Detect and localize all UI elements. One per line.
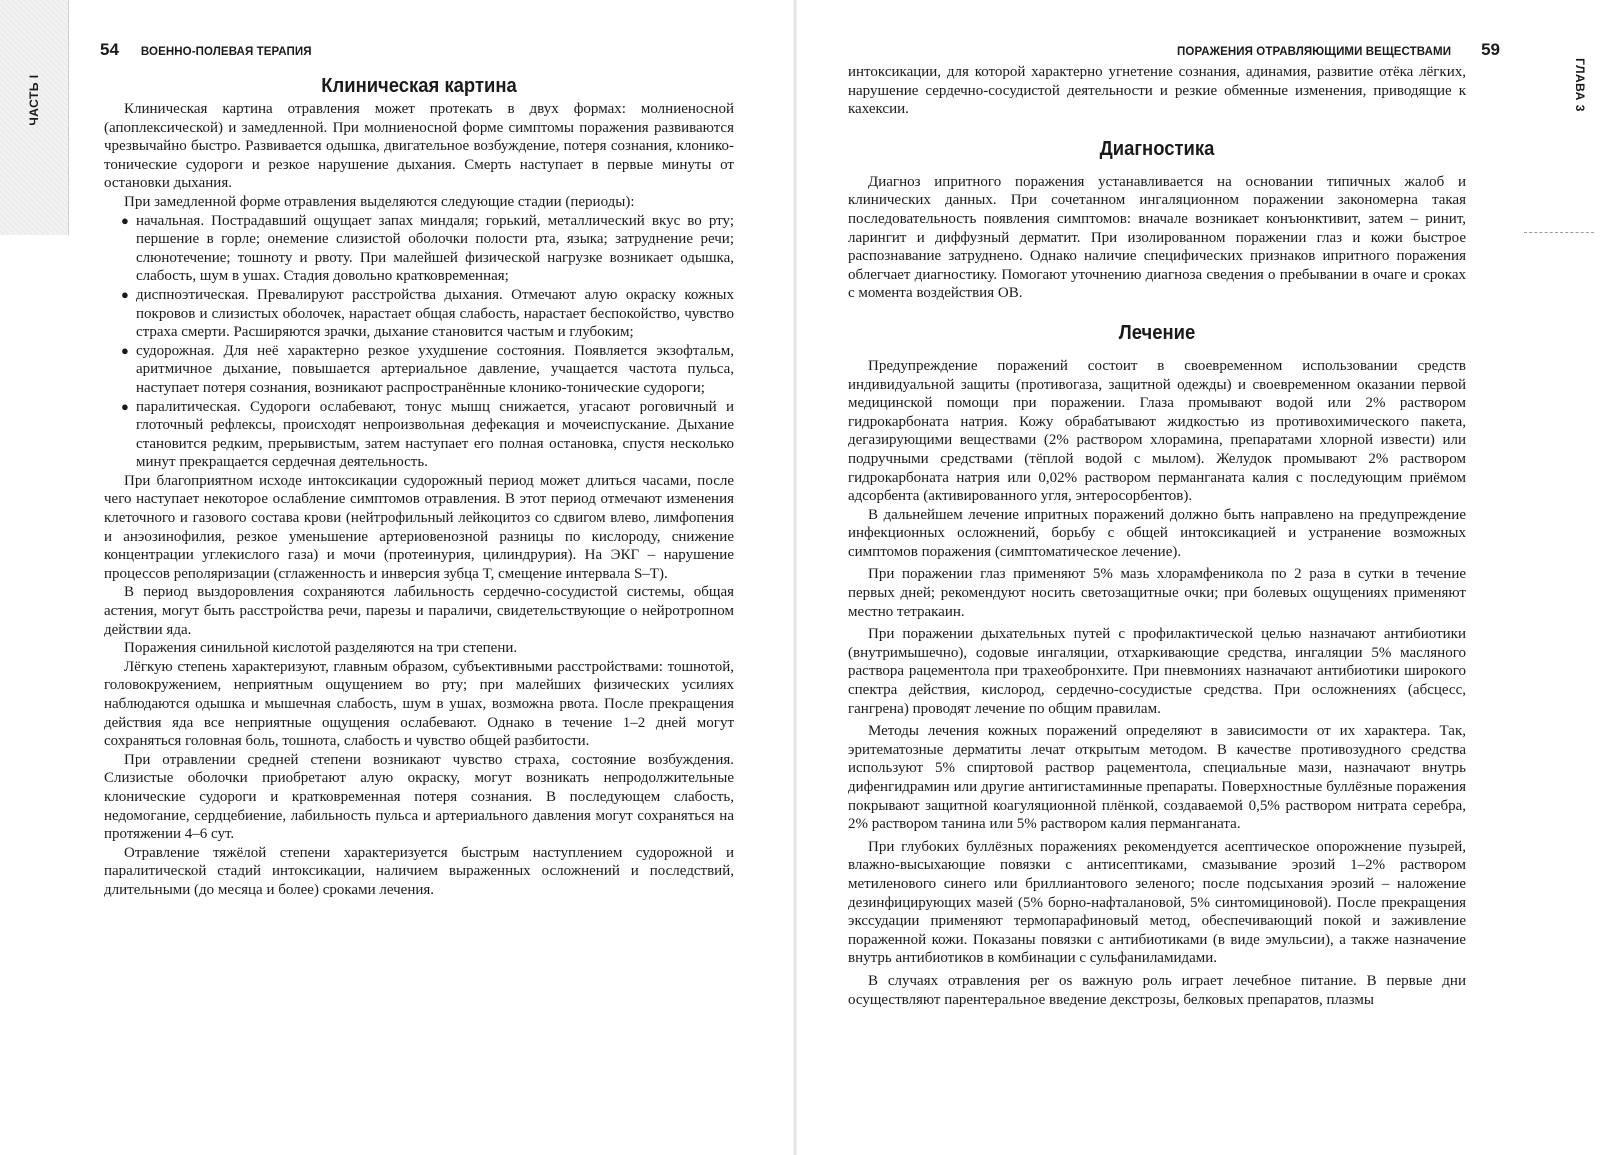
paragraph: При благоприятном исходе интоксикации судорожный период может длиться часами, после чего наступает некоторое ослабление симптомов отравления. В этот период отмечают изменения клеточного и газового состава крови (нейтрофильный лейкоцитоз со сдвигом влево, лимфопения и анэозинофилия, резкое уменьшение артериовенозной разницы по кислороду, снижение концентрации углекислого газа) и мочи (протеинурия, цилиндрурия). На ЭКГ – нарушение процессов реполяризации (сглаженность и инверсия зубца T, смещение интервала S–T). [104, 472, 734, 582]
left-running-title: ВОЕННО-ПОЛЕВАЯ ТЕРАПИЯ [140, 46, 312, 58]
list-item [120, 342, 734, 398]
right-page [800, 0, 1600, 1155]
paragraph: В период выздоровления сохраняются лабильность сердечно-сосудистой системы, общая астения, могут быть расстройства речи, парезы и параличи, свидетельствующие о нейротропном действии яда. [104, 584, 734, 638]
part-tab-label: ЧАСТЬ I [27, 74, 41, 126]
bullet-icon: ● [121, 398, 129, 414]
list-item [120, 398, 734, 472]
list-item-text: начальная. Пострадавший ощущает запах миндаля; горький, металлический вкус во рту; першение в горле; онемение слизистой оболочки полости рта, языка; затруднение речи; слюнотечение; тошноту и рвоту. При малейшей физической нагрузке возникает одышка, слабость, шум в ушах. Стадия довольно кратковременная; [136, 212, 734, 285]
list-item-text: судорожная. Для неё характерно резкое ухудшение состояния. Появляется экзофтальм, аритмичное дыхание, повышается артериальное давление, учащается частота пульса, наступает потеря сознания, возникают распространённые клонико-тонические судороги; [136, 342, 734, 396]
paragraph: При поражении дыхательных путей с профилактической целью назначают антибиотики (внутримышечно), содовые ингаляции, отхаркивающие средства, ингаляции 5% масляного раствора рацементола при трахеобронхите. При пневмониях назначают антибиотики широкого спектра действия, кислород, сердечно-сосудистые средства. При осложнениях (абсцесс, гангрена) проводят лечение по общим правилам. [848, 626, 1466, 717]
paragraph: Лёгкую степень характеризуют, главным образом, субъективными расстройствами: тошнотой, головокружением, неприятным ощущением во рту; при малейших физических усилиях наблюдаются одышка и мышечная слабость, шум в ушах, возможна рвота. После прекращения действия яда все неприятные ощущения ослабевают. Однако в течение 1–2 дней могут сохраняться головная боль, тошнота, слабость и чувство общей разбитости. [104, 658, 734, 750]
bullet-icon: ● [121, 342, 129, 358]
paragraph: Диагноз ипритного поражения устанавливается на основании типичных жалоб и клинических данных. При сочетанном ингаляционном поражении закономерна такая последовательность появления симптомов: вначале возникает конъюнктивит, затем – ринит, ларингит и диффузный дерматит. При изолированном поражении глаз и кожи быстрое распознавание затруднено. Однако наличие специфических признаков ипритного поражения облегчает диагностику. Помогают уточнению диагноза сведения о пребывании в очаге и сроках с момента воздействия ОВ. [848, 173, 1466, 302]
paragraph: Отравление тяжёлой степени характеризуется быстрым наступлением судорожной и паралитической стадий интоксикации, наличием выраженных осложнений и последствий, длительными (до месяца и более) сроками лечения. [104, 844, 734, 898]
left-page [0, 0, 790, 1155]
paragraph: В дальнейшем лечение ипритных поражений должно быть направлено на предупреждение инфекционных осложнений, борьбу с общей интоксикацией и устранение возможных симптомов поражения (симптоматическое лечение). [848, 506, 1466, 560]
paragraph: В случаях отравления per os важную роль играет лечебное питание. В первые дни осуществляют парентеральное введение декстрозы, белковых препаратов, плазмы [848, 972, 1466, 1008]
section-heading-treatment: Лечение [1118, 320, 1196, 344]
bullet-icon: ● [121, 286, 129, 302]
paragraph: При замедленной форме отравления выделяются следующие стадии (периоды): [124, 193, 635, 210]
section-heading-diagnostics: Диагностика [1099, 136, 1215, 160]
paragraph: Клиническая картина отравления может протекать в двух формах: молниеносной (апоплексической) и замедленной. При молниеносной форме симптомы поражения развиваются чрезвычайно быстро. Развивается одышка, двигательное возбуждение, потеря сознания, клонико-тонические судороги и резкое нарушение дыхания. Смерть наступает в первые минуты от остановки дыхания. [104, 101, 734, 192]
right-running-header [1177, 40, 1500, 60]
bullet-icon: ● [121, 212, 129, 228]
part-side-tab [0, 0, 69, 235]
chapter-tab-label: ГЛАВА 3 [1573, 58, 1587, 112]
stage-list [104, 212, 734, 472]
list-item-text: паралитическая. Судороги ослабевают, тонус мышц снижается, угасают роговичный и глоточный рефлексы, происходят непроизвольная дефекация и мочеиспускание. Дыхание становится редким, прерывистым, затем наступает его полная остановка, спустя несколько минут прекращается сердечная деятельность. [136, 398, 734, 471]
right-text-column [848, 63, 1466, 1009]
left-page-number: 54 [100, 40, 119, 59]
left-running-header [100, 40, 312, 60]
list-item-text: диспноэтическая. Превалируют расстройства дыхания. Отмечают алую окраску кожных покровов и слизистых оболочек, нарастает общая слабость, нарастает беспокойство, чувство страха смерти. Расширяются зрачки, дыхание становится частым и глубоким; [136, 286, 734, 341]
margin-dash [1524, 232, 1594, 233]
paragraph: При отравлении средней степени возникают чувство страха, состояние возбуждения. Слизистые оболочки приобретают алую окраску, могут возникать непродолжительные клонические судороги и кратковременная потеря сознания. В последующем слабость, недомогание, сердцебиение, лабильность пульса и артериального давления могут сохраняться на протяжении 4–6 сут. [104, 751, 734, 843]
list-item [120, 212, 734, 286]
list-item [120, 286, 734, 342]
paragraph: Методы лечения кожных поражений определяют в зависимости от их характера. Так, эритематозные дерматиты лечат открытым методом. В качестве противозудного средства используют 5% спиртовой раствор рацементола, специальные мази, назначают внутрь дифенгидрамин или другие антигистаминные препараты. Поверхностные буллёзные поражения покрывают защитной коагуляционной плёнкой, создаваемой 0,5% раствором нитрата серебра, 2% раствором танина или 5% раствором калия перманганата. [848, 723, 1466, 833]
right-running-title: ПОРАЖЕНИЯ ОТРАВЛЯЮЩИМИ ВЕЩЕСТВАМИ [1177, 46, 1452, 58]
paragraph-continuation: интоксикации, для которой характерно угнетение сознания, адинамия, развитие отёка лёгких, нарушение сердечно-сосудистой деятельности и резкие обменные изменения, приводящие к кахексии. [848, 64, 1466, 118]
book-gutter [793, 0, 797, 1155]
paragraph: Предупреждение поражений состоит в своевременном использовании средств индивидуальной защиты (противогаза, защитной одежды) и своевременном оказании первой медицинской помощи при поражении. Глаза промывают водой или 2% раствором гидрокарбоната натрия. Кожу обрабатывают жидкостью из противохимического пакета, дегазирующими веществами (2% раствором хлорамина, препаратами хлорной извести) или подручными средствами (тёплой водой с мылом). Желудок промывают 2% раствором гидрокарбоната натрия или 0,02% раствором перманганата калия с последующим приёмом адсорбента (активированного угля, энтеросорбентов). [848, 357, 1466, 505]
paragraph: При поражении глаз применяют 5% мазь хлорамфеникола по 2 раза в сутки в течение первых дней; рекомендуют носить светозащитные очки; при болевых ощущениях применяют местно тетракаин. [848, 566, 1466, 620]
chapter-side-tab [1560, 40, 1600, 140]
right-page-number: 59 [1481, 40, 1500, 59]
left-text-column [104, 72, 734, 900]
section-heading-clinical: Клиническая картина [321, 74, 517, 97]
paragraph: Поражения синильной кислотой разделяются на три степени. [124, 640, 518, 657]
paragraph: При глубоких буллёзных поражениях рекомендуется асептическое опорожнение пузырей, влажно-высыхающие повязки с антисептиками, смазывание эрозий 1–2% раствором метиленового синего или бриллиантового зеленого; после подсыхания эрозий – наложение дезинфицирующих мазей (5% борно-нафталановой, 5% синтомициновой). После прекращения экссудации применяют термопарафиновый метод, обеспечивающий покой и заживление пораженной кожи. Показаны повязки с антибиотиками (в виде эмульсии), а также назначение внутрь антибиотиков в комбинации с сульфаниламидами. [848, 838, 1466, 967]
